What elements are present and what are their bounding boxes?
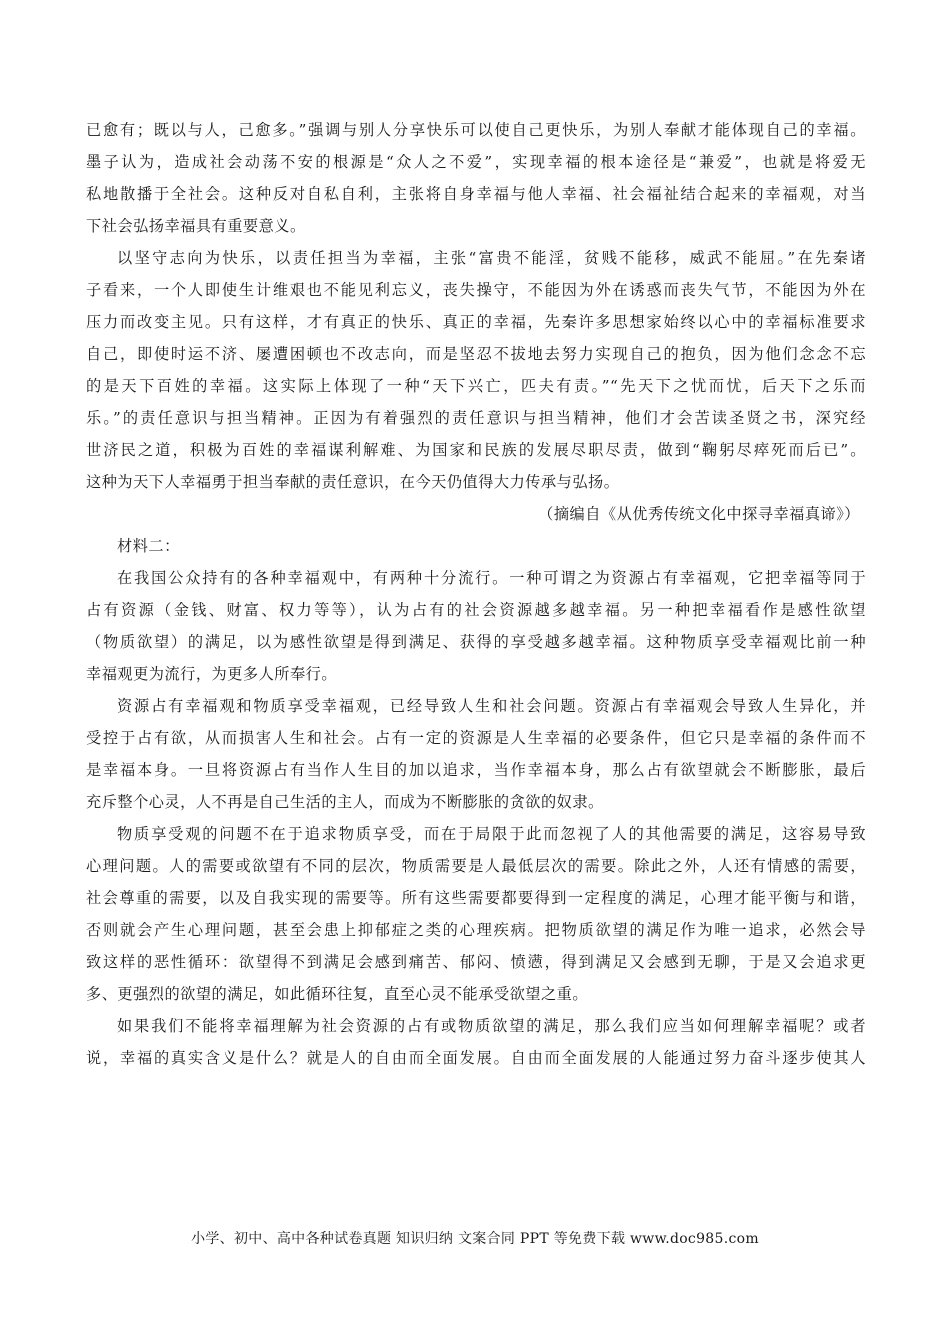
text-line: 的是天下百姓的幸福。这实际上体现了一种“天下兴亡，匹夫有责。”“先天下之忧而忧，后天下之乐而 xyxy=(86,377,866,395)
text-line: 世济民之道，积极为百姓的幸福谋利解难、为国家和民族的发展尽职尽责，做到“鞠躬尽瘁死而后已”。 xyxy=(86,441,866,459)
text-line: 资源占有幸福观和物质享受幸福观，已经导致人生和社会问题。资源占有幸福观会导致人生异化，并 xyxy=(117,697,866,715)
text-line: 已愈有；既以与人，己愈多。”强调与别人分享快乐可以使自己更快乐，为别人奉献才能体现自己的幸福。 xyxy=(86,121,866,139)
article-body xyxy=(86,114,866,1074)
page-footer: 小学、初中、高中各种试卷真题 知识归纳 文案合同 PPT 等免费下载 www.doc985.com xyxy=(191,1231,759,1247)
text-line: 受控于占有欲，从而损害人生和社会。占有一定的资源是人生幸福的必要条件，但它只是幸福的条件而不 xyxy=(86,729,866,747)
text-line: 社会尊重的需要，以及自我实现的需要等。所有这些需要都要得到一定程度的满足，心理才能平衡与和谐， xyxy=(86,889,866,907)
text-line: 压力而改变主见。只有这样，才有真正的快乐、真正的幸福，先秦许多思想家始终以心中的幸福标准要求 xyxy=(86,313,866,331)
section-heading: 材料二： xyxy=(117,537,180,555)
text-line: （物质欲望）的满足，以为感性欲望是得到满足、获得的享受越多越幸福。这种物质享受幸福观比前一种 xyxy=(86,633,866,651)
text-line: 充斥整个心灵，人不再是自己生活的主人，而成为不断膨胀的贪欲的奴隶。 xyxy=(86,793,604,811)
text-line: 自己，即使时运不济、屡遭困顿也不改志向，而是坚忍不拔地去努力实现自己的抱负，因为他们念念不忘 xyxy=(86,345,866,363)
text-line: 下社会弘扬幸福具有重要意义。 xyxy=(86,217,306,235)
text-line: 乐。”的责任意识与担当精神。正因为有着强烈的责任意识与担当精神，他们才会苦读圣贤之书，深究经 xyxy=(86,409,866,427)
text-line: 物质享受观的问题不在于追求物质享受，而在于局限于此而忽视了人的其他需要的满足，这容易导致 xyxy=(117,825,866,843)
text-line: 子看来，一个人即使生计维艰也不能见利忘义，丧失操守，不能因为外在诱惑而丧失气节，不能因为外在 xyxy=(86,281,866,299)
text-line: 否则就会产生心理问题，甚至会患上抑郁症之类的心理疾病。把物质欲望的满足作为唯一追求，必然会导 xyxy=(86,921,866,939)
text-line: 以坚守志向为快乐，以责任担当为幸福，主张“富贵不能淫，贫贱不能移，威武不能屈。”在先秦诸 xyxy=(117,249,866,267)
text-line: 在我国公众持有的各种幸福观中，有两种十分流行。一种可谓之为资源占有幸福观，它把幸福等同于 xyxy=(117,569,866,587)
text-line: 致这样的恶性循环：欲望得不到满足会感到痛苦、郁闷、愤懑，得到满足又会感到无聊，于是又会追求更 xyxy=(86,953,866,971)
text-line: 幸福观更为流行，为更多人所奉行。 xyxy=(86,665,337,683)
text-line: 心理问题。人的需要或欲望有不同的层次，物质需要是人最低层次的需要。除此之外，人还有情感的需要， xyxy=(86,857,866,875)
text-line: 这种为天下人幸福勇于担当奉献的责任意识，在今天仍值得大力传承与弘扬。 xyxy=(86,473,620,491)
text-line: 是幸福本身。一旦将资源占有当作人生目的加以追求，当作幸福本身，那么占有欲望就会不断膨胀，最后 xyxy=(86,761,866,779)
text-line: 私地散播于全社会。这种反对自私自利，主张将自身幸福与他人幸福、社会福祉结合起来的幸福观，对当 xyxy=(86,185,866,203)
text-line: 多、更强烈的欲望的满足，如此循环往复，直至心灵不能承受欲望之重。 xyxy=(86,985,588,1003)
text-line: 如果我们不能将幸福理解为社会资源的占有或物质欲望的满足，那么我们应当如何理解幸福呢？或者 xyxy=(117,1017,866,1035)
source-citation: （摘编自《从优秀传统文化中探寻幸福真谛》） xyxy=(538,505,860,523)
text-line: 说，幸福的真实含义是什么？就是人的自由而全面发展。自由而全面发展的人能通过努力奋斗逐步使其人 xyxy=(86,1049,866,1067)
text-line: 占有资源（金钱、财富、权力等等），认为占有的社会资源越多越幸福。另一种把幸福看作是感性欲望 xyxy=(86,601,866,619)
text-line: 墨子认为，造成社会动荡不安的根源是“众人之不爱”，实现幸福的根本途径是“兼爱”，也就是将爱无 xyxy=(86,153,866,171)
